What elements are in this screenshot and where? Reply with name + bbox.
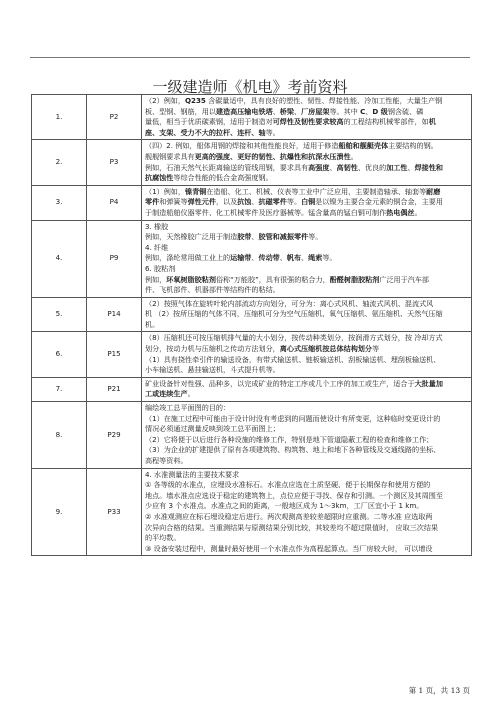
key-term: 高强度 bbox=[308, 162, 330, 172]
key-term: 胶管和减振零件 bbox=[258, 232, 309, 242]
key-term: 可焊性及韧性要求较高 bbox=[272, 117, 344, 127]
text-segment: 4. 纤维 bbox=[145, 242, 169, 252]
row-number: 8. bbox=[32, 402, 87, 469]
text-segment: ① 各等级的水准点，应埋设水准标石。水准点应选在土质坚硬、便于长期保存和使用方便的 bbox=[145, 480, 431, 490]
text-segment: 量低，相当于优质碳素钢，适用于制造对 bbox=[145, 117, 273, 127]
note-content bbox=[142, 297, 472, 332]
table-row bbox=[32, 220, 472, 297]
key-term: 酚醛树脂胶粘剂 bbox=[329, 274, 380, 284]
table-row bbox=[32, 95, 472, 140]
text-segment: 3. 橡胶 bbox=[145, 221, 169, 231]
text-segment: 划分，按动力机与压缩机之传动方法划分， bbox=[145, 344, 280, 354]
note-line bbox=[145, 173, 468, 184]
key-term: 胶带 bbox=[237, 232, 252, 242]
page-ref: P15 bbox=[87, 332, 142, 377]
text-segment: （四）2. 例如，船体用钢的焊接和其他性能良好，适用于修造 bbox=[145, 141, 339, 151]
text-segment: 矿业设备针对性强、品种多，以完成矿业的特定工序或几个工序的加工或生产，适合于 bbox=[145, 378, 415, 388]
key-term: 零件 bbox=[145, 197, 160, 207]
text-segment: 、 bbox=[365, 106, 373, 116]
note-line bbox=[145, 456, 468, 467]
row-number: 9. bbox=[32, 468, 87, 556]
text-segment: ，以及 bbox=[215, 197, 238, 207]
text-segment: （8）压缩机还可按压缩机排气量的大小划分，按传动种类划分，按润滑方式划分，按 冷却方式 bbox=[145, 333, 443, 343]
text-segment: 例如， bbox=[145, 274, 167, 284]
key-term: 弹性元件 bbox=[187, 197, 216, 207]
table-row bbox=[32, 377, 472, 401]
page-ref: P2 bbox=[87, 95, 142, 140]
key-term: 热电偶丝 bbox=[386, 207, 415, 217]
page-ref: P33 bbox=[87, 468, 142, 556]
note-line bbox=[145, 424, 468, 435]
text-segment: 、 bbox=[272, 106, 280, 116]
table-row bbox=[32, 185, 472, 220]
note-content bbox=[142, 377, 472, 401]
page-ref: P21 bbox=[87, 377, 142, 401]
note-line bbox=[145, 117, 468, 128]
note-line bbox=[145, 141, 468, 152]
note-content bbox=[142, 185, 472, 220]
text-segment: （3）为企业的扩建提供了原有各项建筑物、构筑物、地上和地下各种管线及交通线路的坐标、 bbox=[145, 445, 441, 455]
key-term: 抗蚀 bbox=[237, 197, 252, 207]
text-segment: 等。其中 bbox=[329, 106, 361, 116]
text-segment: 。 bbox=[350, 151, 358, 161]
key-term: 白铜 bbox=[301, 197, 316, 207]
note-content bbox=[142, 332, 472, 377]
note-line bbox=[145, 414, 468, 425]
key-term: 船舶和舰艇壳体 bbox=[338, 141, 389, 151]
text-segment: 等 bbox=[372, 344, 380, 354]
text-segment: （1）具有挠性牵引件的输送设备，有带式输送机、链板输送机、刮板输送机、埋刮板输送机、 bbox=[145, 354, 441, 364]
note-line bbox=[145, 163, 468, 174]
text-segment: 钢含硫、磷 bbox=[387, 106, 424, 116]
text-segment: 、 bbox=[251, 253, 259, 263]
note-content bbox=[142, 468, 472, 556]
text-segment: ② 水准观测应在标石埋设稳定后进行。两次观测高差较差超限时应重测。二等水准 应选取两 bbox=[145, 511, 433, 521]
row-number: 6. bbox=[32, 332, 87, 377]
page-ref: P29 bbox=[87, 402, 142, 469]
key-term: D 级 bbox=[372, 106, 388, 116]
text-segment: 的工程结构机械零部件，如 bbox=[343, 117, 429, 127]
page-ref: P4 bbox=[87, 185, 142, 220]
table-row bbox=[32, 468, 472, 556]
key-term: 焊接性和 bbox=[414, 162, 443, 172]
key-term: 抗磁零件 bbox=[258, 197, 287, 207]
key-term: 镍青铜 bbox=[184, 186, 207, 196]
key-term: Q235 bbox=[184, 96, 206, 105]
note-line bbox=[145, 285, 468, 296]
text-segment: 地点。墙水准点应选设于稳定的建筑物上，点位应便于寻找、保存和引测。一个测区及其周围至 bbox=[145, 490, 443, 500]
text-segment: （1）例如， bbox=[145, 186, 185, 196]
row-number: 4. bbox=[32, 220, 87, 297]
key-term: 座、支架、受力不大的拉杆、连杆、轴 bbox=[145, 127, 266, 137]
text-segment: （2）例如， bbox=[145, 96, 185, 105]
text-segment: 于制造船舶仪器零件、化工机械零件及医疗器械等。锰含量高的锰白铜可制作 bbox=[145, 207, 387, 217]
note-line bbox=[145, 222, 468, 233]
row-number: 1. bbox=[32, 95, 87, 140]
text-segment: 、 bbox=[251, 197, 259, 207]
text-segment: 、 bbox=[293, 106, 302, 116]
note-content bbox=[142, 220, 472, 297]
page-ref: P3 bbox=[87, 140, 142, 185]
key-term: 建造高压输电铁塔 bbox=[215, 106, 273, 116]
note-line bbox=[145, 435, 468, 446]
table-row bbox=[32, 402, 472, 469]
text-segment: 是以镍为主要合金元素的铜合金，主要用 bbox=[315, 197, 443, 207]
page-footer: 第 1 页，共 13 页 bbox=[408, 686, 470, 695]
text-segment: 等。 bbox=[308, 232, 323, 242]
text-segment: 等。 bbox=[265, 127, 280, 137]
text-segment: 6. 胶粘剂 bbox=[145, 263, 176, 273]
text-segment: 、优良的 bbox=[357, 162, 387, 172]
text-segment: 含碳量适中，具有良好的塑性、韧性、焊接性能、冷加工性能，大量生产钢 bbox=[205, 96, 443, 105]
text-segment: 机。 bbox=[145, 319, 160, 329]
note-line bbox=[145, 299, 468, 310]
note-line bbox=[145, 309, 468, 320]
note-line bbox=[145, 501, 468, 512]
note-line bbox=[145, 197, 468, 208]
text-segment: 4. 水准测量法的主要技术要求 bbox=[145, 469, 240, 479]
note-line bbox=[145, 333, 468, 344]
note-line bbox=[145, 208, 468, 219]
key-term: 高韧性 bbox=[336, 162, 358, 172]
note-line bbox=[145, 243, 468, 254]
note-line bbox=[145, 264, 468, 275]
text-segment: 。 bbox=[414, 207, 422, 217]
note-line bbox=[145, 107, 468, 118]
text-segment: 。 bbox=[187, 389, 195, 399]
key-term: 运输带 bbox=[230, 253, 252, 263]
note-line bbox=[145, 355, 468, 366]
key-term: 抗腐蚀性 bbox=[145, 173, 174, 183]
text-segment: 的平均数。 bbox=[145, 533, 181, 543]
note-line bbox=[145, 253, 468, 264]
row-number: 7. bbox=[32, 377, 87, 401]
text-segment: 舰舰钢要求具有 bbox=[145, 151, 195, 161]
text-segment: 例如，涤纶常用做工业上的 bbox=[145, 253, 231, 263]
document-title: 一级建造师《机电》考前资料 bbox=[152, 78, 348, 96]
text-segment: 板、型钢、钢筋，用以 bbox=[145, 106, 216, 116]
text-segment: 高程等资料。 bbox=[145, 456, 188, 465]
key-term: 传动带 bbox=[258, 253, 280, 263]
table-row bbox=[32, 297, 472, 332]
key-term: 帆布 bbox=[286, 253, 302, 263]
note-line bbox=[145, 232, 468, 243]
note-line bbox=[145, 480, 468, 491]
key-term: 耐磨 bbox=[426, 186, 441, 196]
text-segment: 情况必须通过测量反映到竣工总平面图上； bbox=[145, 424, 280, 434]
table-row bbox=[32, 140, 472, 185]
note-content bbox=[142, 402, 472, 469]
note-line bbox=[145, 320, 468, 331]
page-ref: P14 bbox=[87, 297, 142, 332]
text-segment: 例如，石油天然气长距离输送的管线用钢，要求具有 bbox=[145, 162, 309, 172]
row-number: 3. bbox=[32, 185, 87, 220]
key-term: 机 bbox=[428, 117, 436, 127]
text-segment: 在造船、化工、机械、仪表等工业中广泛应用，主要制造轴承、轴套等 bbox=[206, 186, 427, 196]
note-line bbox=[145, 187, 468, 198]
text-segment: 例如，天然橡胶广泛用于制造 bbox=[145, 232, 238, 242]
text-segment: （2）它将便于以后进行各种设施的维修工作，特别是地下管道隐蔽工程的检查和维修工作； bbox=[145, 434, 434, 444]
text-segment: ③ 设备安装过程中，测量时最好使用一个水准点作为高程起算点。当厂房较大时， 可以增设 bbox=[145, 543, 433, 553]
text-segment: 等。 bbox=[322, 253, 337, 263]
text-segment: 次异向合格的结果。当重测结果与原测结果分别比较，其较差均不超过限值时， 应取三次结果 bbox=[145, 522, 439, 532]
text-segment: 广泛用于汽车部 bbox=[379, 274, 430, 284]
text-segment: 小车输送机、悬挂输送机，斗式提升机等。 bbox=[145, 365, 280, 375]
page-ref: P9 bbox=[87, 220, 142, 297]
note-line bbox=[145, 128, 468, 139]
key-term: 绳索 bbox=[308, 253, 323, 263]
key-term: 更高的强度、更好的韧性、抗爆性和抗深水压溃性 bbox=[194, 151, 351, 161]
row-number: 2. bbox=[32, 140, 87, 185]
note-line bbox=[145, 470, 468, 481]
key-term: 大批量加 bbox=[414, 378, 443, 388]
note-line bbox=[145, 96, 468, 107]
key-term: 桥梁 bbox=[279, 106, 294, 116]
notes-table bbox=[31, 94, 472, 556]
note-line bbox=[145, 152, 468, 163]
text-segment: 俗称“万能胶”，具有很强的粘合力， bbox=[215, 274, 330, 284]
text-segment: 和弹簧等 bbox=[159, 197, 188, 207]
text-segment: 件、飞机部件、机器部件等结构件的粘结。 bbox=[145, 285, 280, 295]
note-line bbox=[145, 344, 468, 355]
text-segment: 机 （2）按所压缩的气体不同，压缩机可分为空气压缩机、氧气压缩机、氨压缩机、天然气压缩 bbox=[145, 309, 443, 319]
note-content bbox=[142, 140, 472, 185]
text-segment: 少应有 3 个水准点。水准点之间的距离，一般地区成为 1～3km，工厂区宜小于 1 km。 bbox=[145, 501, 424, 511]
key-term: 环氧树脂胶粘剂 bbox=[166, 274, 216, 284]
text-segment: 、 bbox=[251, 232, 259, 242]
note-line bbox=[145, 445, 468, 456]
key-term: C bbox=[360, 106, 366, 116]
key-term: 工或连续生产 bbox=[145, 389, 188, 399]
note-line bbox=[145, 533, 468, 544]
header-rule bbox=[30, 57, 470, 58]
text-segment: 、 bbox=[279, 253, 287, 263]
note-line bbox=[145, 365, 468, 376]
text-segment: 、 bbox=[301, 253, 309, 263]
text-segment: 编绘竣工总平面图的目的： bbox=[145, 403, 231, 413]
text-segment: 、 bbox=[329, 162, 337, 172]
text-segment: （1）在施工过程中可能由于设计时没有考虑到的问题而使设计有所变更，这种临时变更设计的 bbox=[145, 413, 441, 423]
text-segment: （2）按照气体在旋转叶轮内部流动方向划分，可分为：离心式风机、轴流式风机、混流式风 bbox=[145, 298, 434, 308]
text-segment: 等综合性能的低合金高强度钢。 bbox=[173, 173, 273, 183]
note-line bbox=[145, 512, 468, 523]
text-segment: 等。 bbox=[286, 197, 302, 207]
note-content bbox=[142, 95, 472, 140]
row-number: 5. bbox=[32, 297, 87, 332]
note-line bbox=[145, 389, 468, 400]
note-line bbox=[145, 523, 468, 534]
note-line bbox=[145, 275, 468, 286]
note-line bbox=[145, 491, 468, 502]
text-segment: 、 bbox=[407, 162, 415, 172]
text-segment: 主要结构的钢。 bbox=[388, 141, 438, 151]
note-line bbox=[145, 379, 468, 390]
key-term: 加工性 bbox=[386, 162, 408, 172]
note-line bbox=[145, 544, 468, 555]
table-row bbox=[32, 332, 472, 377]
key-term: 离心式压缩机按总体结构划分 bbox=[279, 344, 372, 354]
note-line bbox=[145, 403, 468, 414]
key-term: 厂房屋架 bbox=[301, 106, 330, 116]
